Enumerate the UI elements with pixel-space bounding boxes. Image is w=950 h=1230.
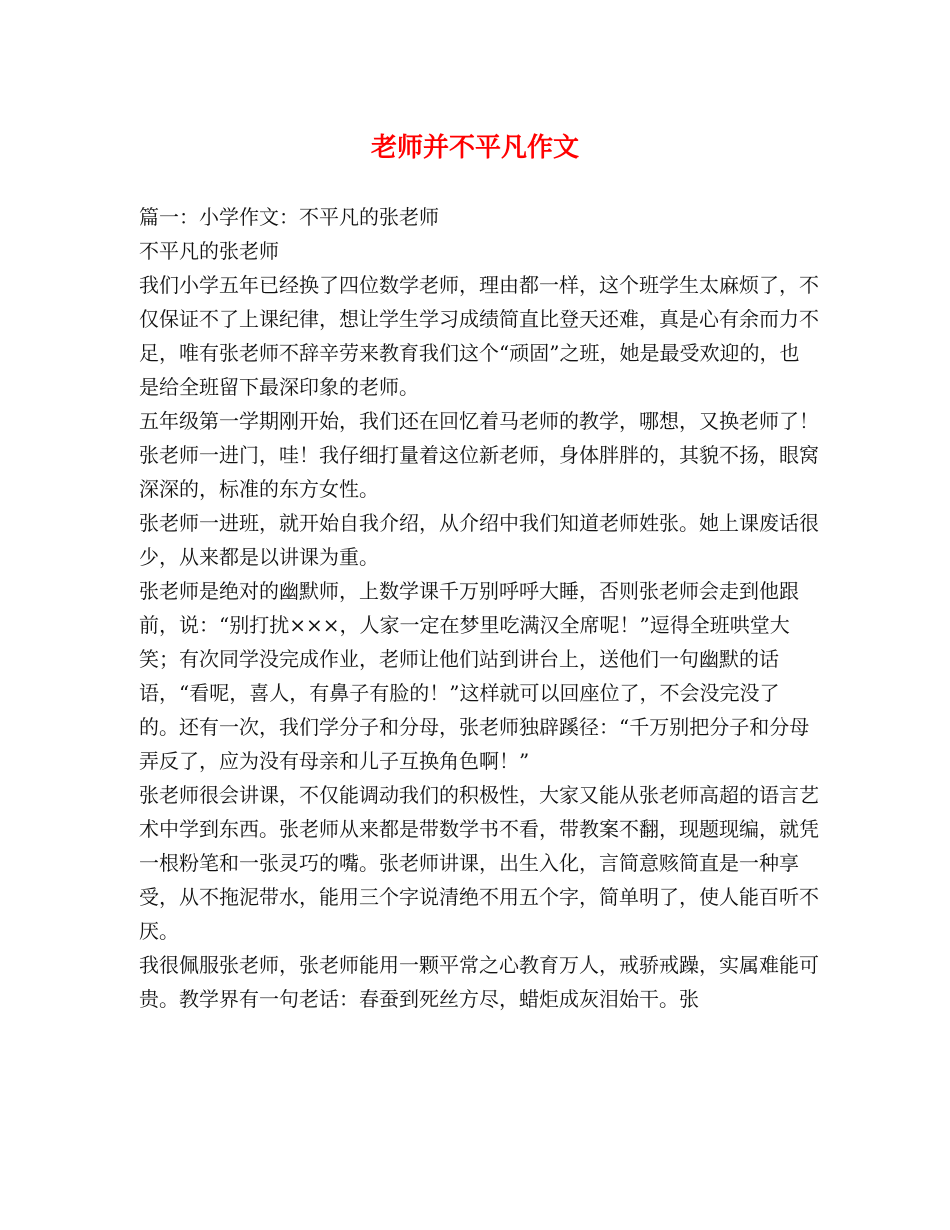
paragraph-subtitle: 不平凡的张老师 (139, 239, 279, 263)
paragraph-heading: 篇一：小学作文：不平凡的张老师 (139, 205, 439, 229)
paragraph: 我们小学五年已经换了四位数学老师，理由都一样，这个班学生太麻烦了，不仅保证不了上课纪律，想让学生学习成绩简直比登天还难，真是心有余而力不足，唯有张老师不辞辛劳来教育我们这个“顽固”之班，她是最受欢迎的，也是给全班留下最深印象的老师。 (139, 273, 819, 399)
paragraph: 张老师是绝对的幽默师，上数学课千万别呼呼大睡，否则张老师会走到他跟前，说：“别打扰×××，人家一定在梦里吃满汉全席呢！”逗得全班哄堂大笑；有次同学没完成作业，老师让他们站到讲台上，送他们一句幽默的话语，“看呢，喜人，有鼻子有脸的！”这样就可以回座位了，不会没完没了的。还有一次，我们学分子和分母，张老师独辟蹊径：“千万别把分子和分母弄反了，应为没有母亲和儿子互换角色啊！” (139, 579, 810, 773)
paragraph: 五年级第一学期刚开始，我们还在回忆着马老师的教学，哪想，又换老师了！张老师一进门，哇！我仔细打量着这位新老师，身体胖胖的，其貌不扬，眼窝深深的，标准的东方女性。 (139, 409, 819, 501)
paragraph: 张老师一进班，就开始自我介绍，从介绍中我们知道老师姓张。她上课废话很少，从来都是以讲课为重。 (139, 511, 819, 569)
document-body (139, 200, 819, 1016)
paragraph: 张老师很会讲课，不仅能调动我们的积极性，大家又能从张老师高超的语言艺术中学到东西。张老师从来都是带数学书不看，带教案不翻，现题现编，就凭一根粉笔和一张灵巧的嘴。张老师讲课，出生入化，言简意赅简直是一种享受，从不拖泥带水，能用三个字说清绝不用五个字，简单明了，使人能百听不厌。 (139, 783, 819, 943)
paragraph: 我很佩服张老师，张老师能用一颗平常之心教育万人，戒骄戒躁，实属难能可贵。教学界有一句老话：春蚕到死丝方尽，蜡炬成灰泪始干。张 (139, 953, 819, 1011)
document-title: 老师并不平凡作文 (370, 133, 579, 163)
